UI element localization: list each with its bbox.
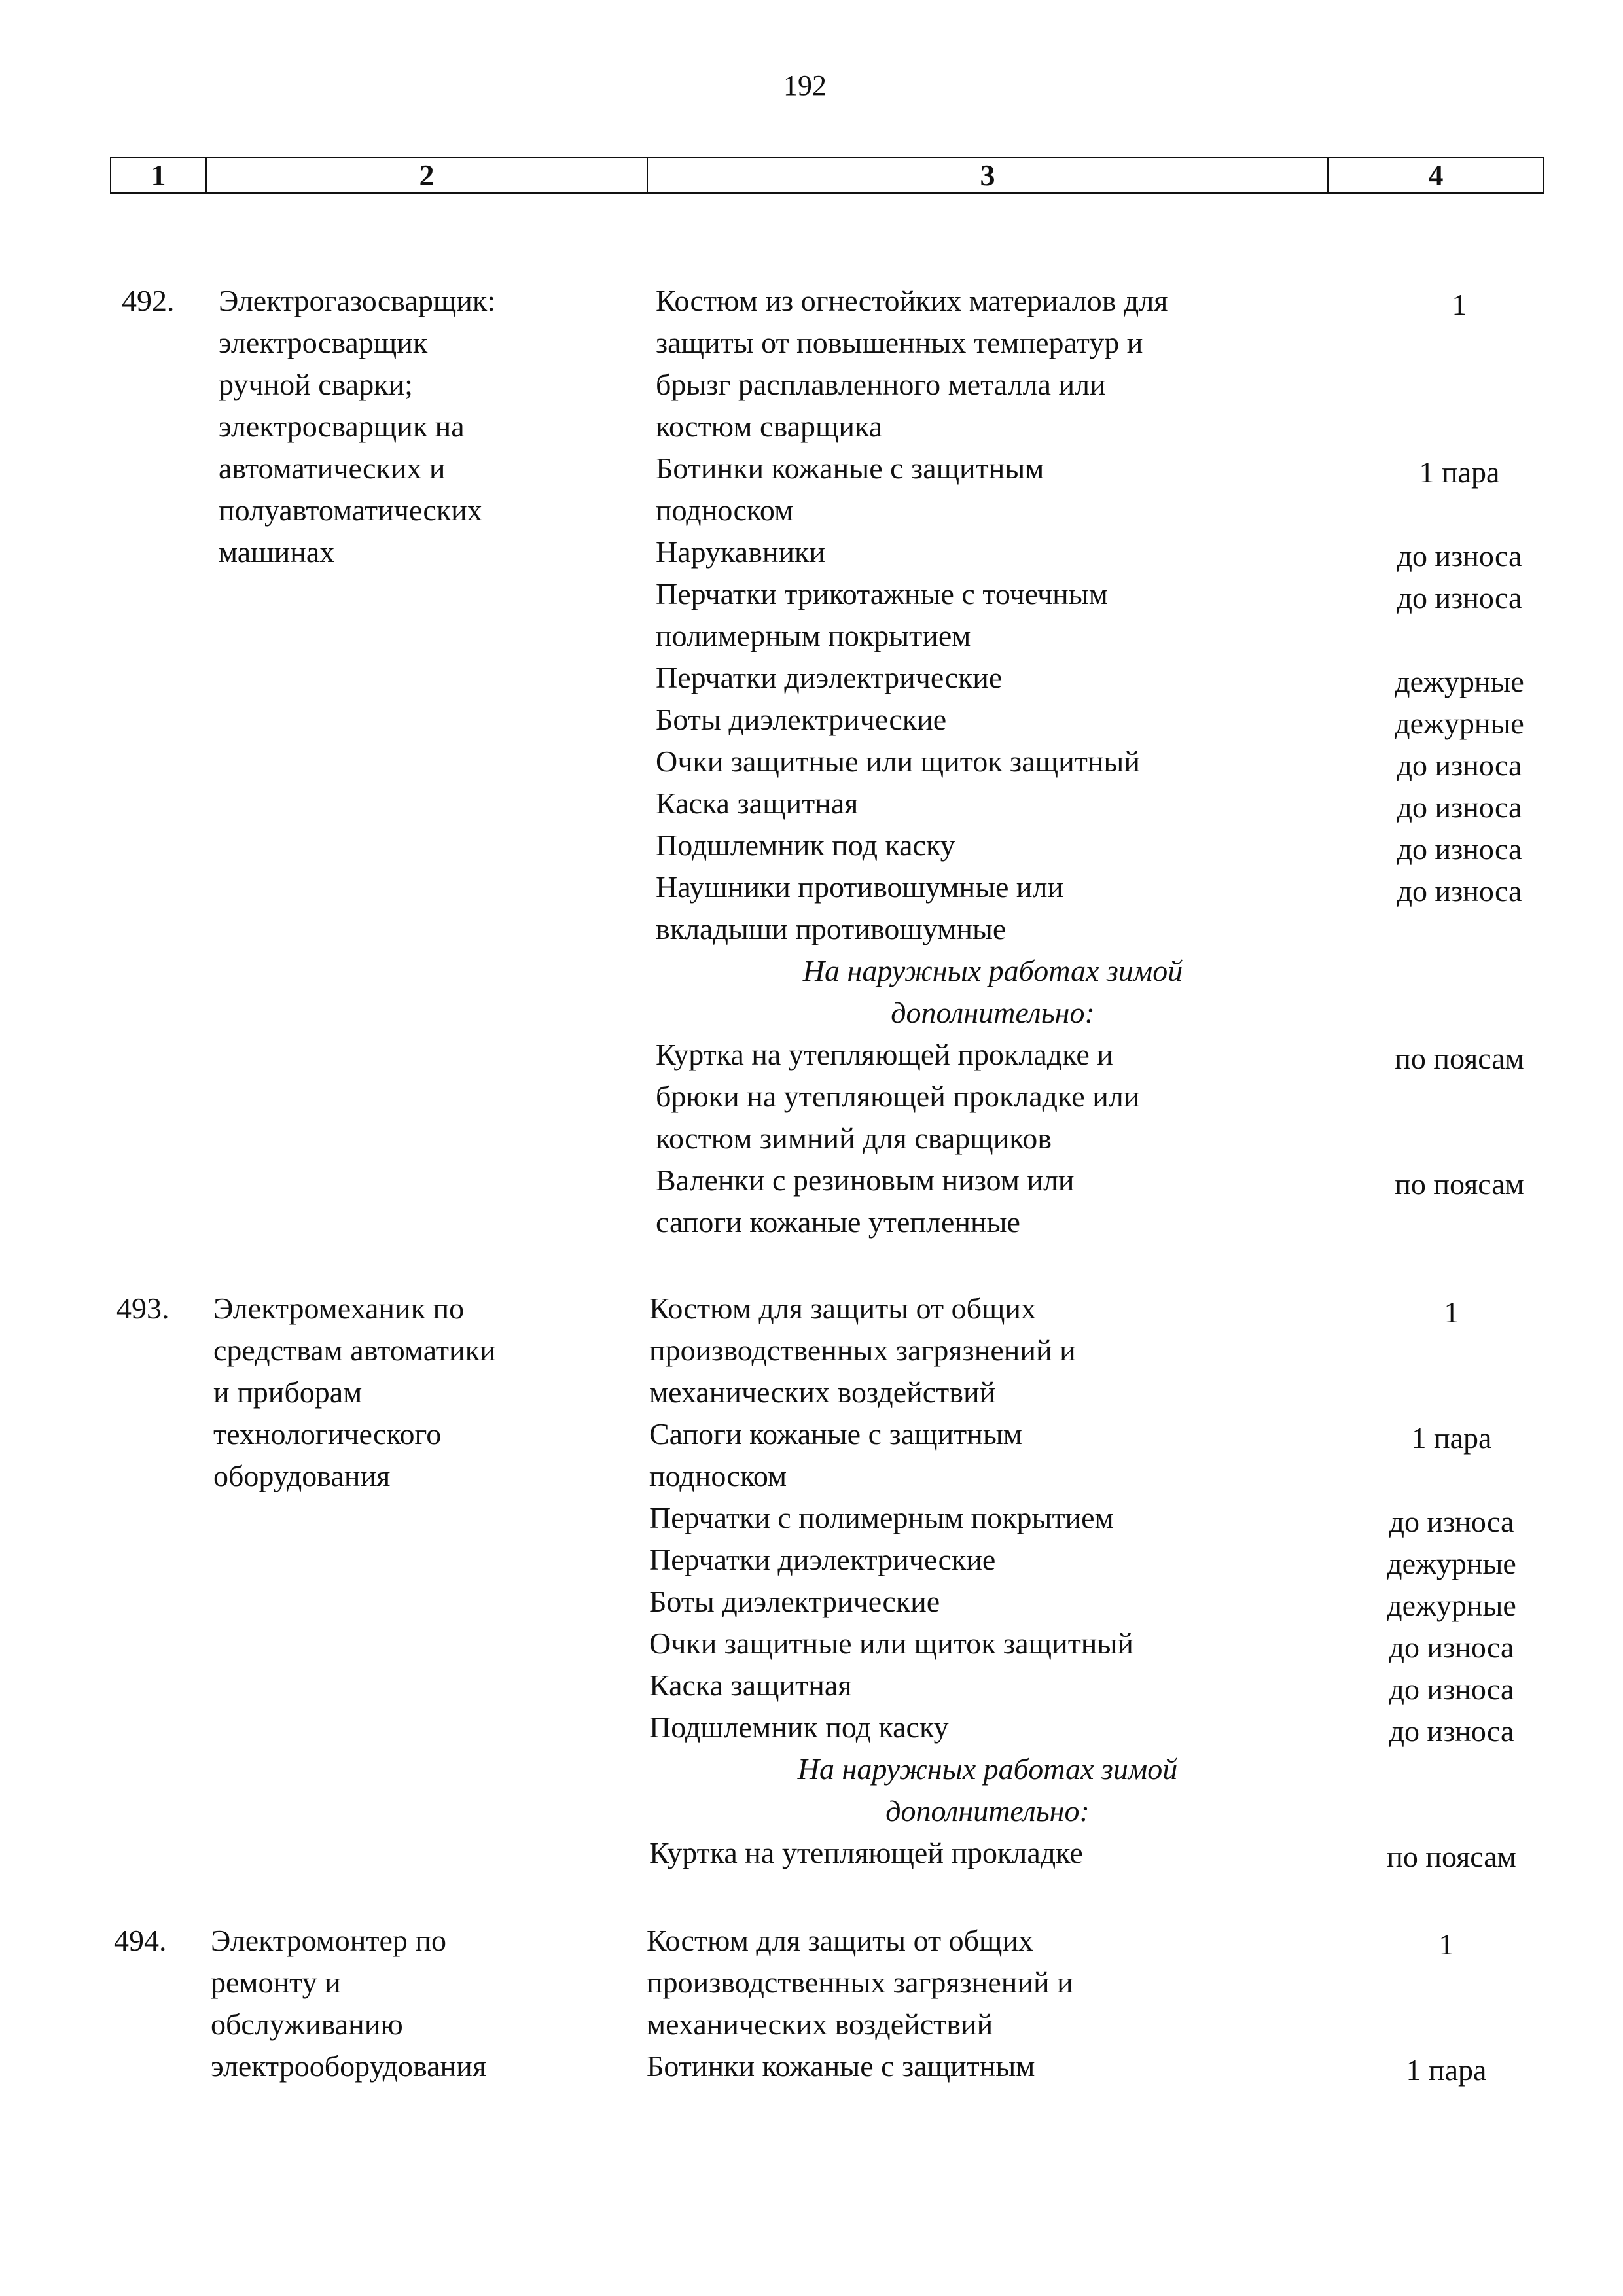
- ppe-item: [656, 741, 1539, 783]
- ppe-item-line: Костюм для защиты от общих: [649, 1292, 1037, 1325]
- ppe-item-line: Валенки с резиновым низом или: [656, 1163, 1075, 1197]
- ppe-item: [656, 531, 1539, 573]
- ppe-item: [656, 657, 1539, 699]
- ppe-item-line: Нарукавники: [656, 535, 826, 569]
- ppe-item: [656, 1034, 1539, 1159]
- ppe-item: [649, 1665, 1533, 1706]
- ppe-item-quantity: по поясам: [1395, 1167, 1524, 1201]
- profession-line: полуавтоматических: [219, 493, 482, 527]
- ppe-item-line: Сапоги кожаные с защитным: [649, 1417, 1022, 1451]
- ppe-item: [649, 1413, 1533, 1497]
- ppe-item-line: Боты диэлектрические: [649, 1585, 940, 1618]
- profession-line: ремонту и: [211, 1966, 341, 1999]
- profession-line: оборудования: [213, 1459, 391, 1492]
- ppe-item: [649, 1706, 1533, 1748]
- ppe-item-quantity: 1 пара: [1411, 1421, 1492, 1455]
- ppe-item-quantity: 1 пара: [1419, 455, 1500, 489]
- profession-line: Электромонтер по: [211, 1924, 447, 1957]
- ppe-item-line: Перчатки диэлектрические: [656, 661, 1003, 694]
- ppe-item: [649, 1581, 1533, 1623]
- ppe-item-line: Боты диэлектрические: [656, 703, 947, 736]
- ppe-item-quantity: до износа: [1397, 832, 1522, 866]
- ppe-item-line: производственных загрязнений и: [649, 1333, 1076, 1367]
- profession-line: обслуживанию: [211, 2007, 403, 2041]
- ppe-item-line: Ботинки кожаные с защитным: [656, 451, 1044, 485]
- ppe-item: [656, 866, 1539, 950]
- ppe-item-line: полимерным покрытием: [656, 619, 971, 652]
- ppe-items: [656, 280, 1539, 1243]
- ppe-item-line: костюм сварщика: [656, 410, 883, 443]
- ppe-items: [649, 1288, 1533, 1874]
- profession-line: Электромеханик по: [213, 1292, 465, 1325]
- ppe-item-line: Каска защитная: [656, 786, 859, 820]
- ppe-item-line: Перчатки трикотажные с точечным: [656, 577, 1108, 610]
- profession-line: ручной сварки;: [219, 368, 413, 401]
- ppe-item-quantity: по поясам: [1387, 1840, 1516, 1873]
- ppe-item-quantity: дежурные: [1395, 665, 1524, 698]
- column-header-2: 2: [206, 158, 647, 193]
- ppe-item-quantity: дежурные: [1387, 1589, 1516, 1622]
- ppe-item-quantity: до износа: [1389, 1672, 1514, 1706]
- ppe-items: [647, 1920, 1530, 2087]
- ppe-item: [649, 1832, 1533, 1874]
- ppe-item-quantity: до износа: [1397, 539, 1522, 573]
- entry-number: 492.: [122, 284, 175, 317]
- ppe-item-line: подноском: [649, 1459, 787, 1492]
- entry-number: 493.: [116, 1292, 169, 1325]
- ppe-item-quantity: 1: [1452, 288, 1467, 321]
- ppe-item-quantity: до износа: [1397, 790, 1522, 824]
- ppe-item-quantity: до износа: [1397, 581, 1522, 614]
- profession-line: технологического: [213, 1417, 442, 1451]
- column-header-4: 4: [1328, 158, 1544, 193]
- ppe-item-line: Костюм из огнестойких материалов для: [656, 284, 1168, 317]
- ppe-item-line: Костюм для защиты от общих: [647, 1924, 1034, 1957]
- ppe-item-quantity: до износа: [1389, 1505, 1514, 1538]
- seasonal-note: [695, 950, 1291, 1034]
- ppe-item-line: Подшлемник под каску: [649, 1710, 949, 1744]
- ppe-item: [649, 1288, 1533, 1413]
- ppe-item-line: Наушники противошумные или: [656, 870, 1064, 904]
- profession-line: машинах: [219, 535, 335, 569]
- ppe-item-quantity: до износа: [1397, 874, 1522, 908]
- ppe-item-line: Перчатки диэлектрические: [649, 1543, 996, 1576]
- ppe-item-line: Очки защитные или щиток защитный: [656, 745, 1140, 778]
- profession-line: Электрогазосварщик:: [219, 284, 495, 317]
- profession-line: электросварщик на: [219, 410, 465, 443]
- ppe-item-quantity: 1: [1444, 1296, 1459, 1329]
- profession-line: и приборам: [213, 1375, 363, 1409]
- ppe-item: [656, 280, 1539, 448]
- profession-name: [219, 280, 546, 573]
- ppe-item: [647, 2045, 1530, 2087]
- ppe-item-quantity: 1 пара: [1406, 2053, 1487, 2087]
- ppe-item: [656, 783, 1539, 824]
- ppe-item-line: брызг расплавленного металла или: [656, 368, 1106, 401]
- ppe-item-quantity: до износа: [1389, 1714, 1514, 1748]
- profession-line: автоматических и: [219, 451, 446, 485]
- ppe-item-quantity: по поясам: [1395, 1042, 1524, 1075]
- ppe-item-line: Подшлемник под каску: [656, 828, 955, 862]
- profession-line: электрооборудования: [211, 2049, 486, 2083]
- seasonal-note-line: дополнительно:: [885, 1794, 1090, 1828]
- ppe-item-line: сапоги кожаные утепленные: [656, 1205, 1020, 1239]
- ppe-item: [656, 448, 1539, 531]
- ppe-item-quantity: дежурные: [1395, 707, 1524, 740]
- column-header-row: [111, 158, 1544, 193]
- page-number: 192: [783, 69, 827, 101]
- profession-line: средствам автоматики: [213, 1333, 496, 1367]
- profession-line: электросварщик: [219, 326, 428, 359]
- ppe-item-line: Куртка на утепляющей прокладке и: [656, 1038, 1113, 1071]
- ppe-item-line: Перчатки с полимерным покрытием: [649, 1501, 1114, 1534]
- ppe-item-line: механических воздействий: [649, 1375, 996, 1409]
- ppe-item-line: костюм зимний для сварщиков: [656, 1122, 1052, 1155]
- column-header-table: [110, 157, 1544, 194]
- ppe-item-line: Каска защитная: [649, 1669, 852, 1702]
- column-header-3: 3: [647, 158, 1328, 193]
- ppe-item-line: подноском: [656, 493, 794, 527]
- ppe-item-line: Очки защитные или щиток защитный: [649, 1627, 1133, 1660]
- ppe-item-line: механических воздействий: [647, 2007, 993, 2041]
- ppe-item-quantity: до износа: [1389, 1631, 1514, 1664]
- profession-name: [213, 1288, 541, 1497]
- entry-number: 494.: [114, 1924, 167, 1957]
- seasonal-note-line: На наружных работах зимой: [797, 1752, 1178, 1786]
- ppe-item-line: брюки на утепляющей прокладке или: [656, 1080, 1140, 1113]
- ppe-item-quantity: до износа: [1397, 749, 1522, 782]
- ppe-item-line: вкладыши противошумные: [656, 912, 1007, 945]
- ppe-item: [656, 699, 1539, 741]
- ppe-item: [649, 1623, 1533, 1665]
- ppe-item: [649, 1497, 1533, 1539]
- ppe-item-line: Куртка на утепляющей прокладке: [649, 1836, 1083, 1869]
- ppe-item: [656, 824, 1539, 866]
- ppe-item-quantity: 1: [1438, 1928, 1454, 1961]
- ppe-item-quantity: дежурные: [1387, 1547, 1516, 1580]
- seasonal-note: [690, 1748, 1285, 1832]
- ppe-item: [656, 573, 1539, 657]
- seasonal-note-line: дополнительно:: [891, 996, 1095, 1029]
- ppe-item-line: производственных загрязнений и: [647, 1966, 1073, 1999]
- ppe-item: [649, 1539, 1533, 1581]
- ppe-item-line: Ботинки кожаные с защитным: [647, 2049, 1035, 2083]
- ppe-item: [656, 1159, 1539, 1243]
- profession-name: [211, 1920, 538, 2087]
- column-header-1: 1: [111, 158, 206, 193]
- ppe-item-line: защиты от повышенных температур и: [656, 326, 1143, 359]
- seasonal-note-line: На наружных работах зимой: [802, 954, 1183, 987]
- ppe-item: [647, 1920, 1530, 2045]
